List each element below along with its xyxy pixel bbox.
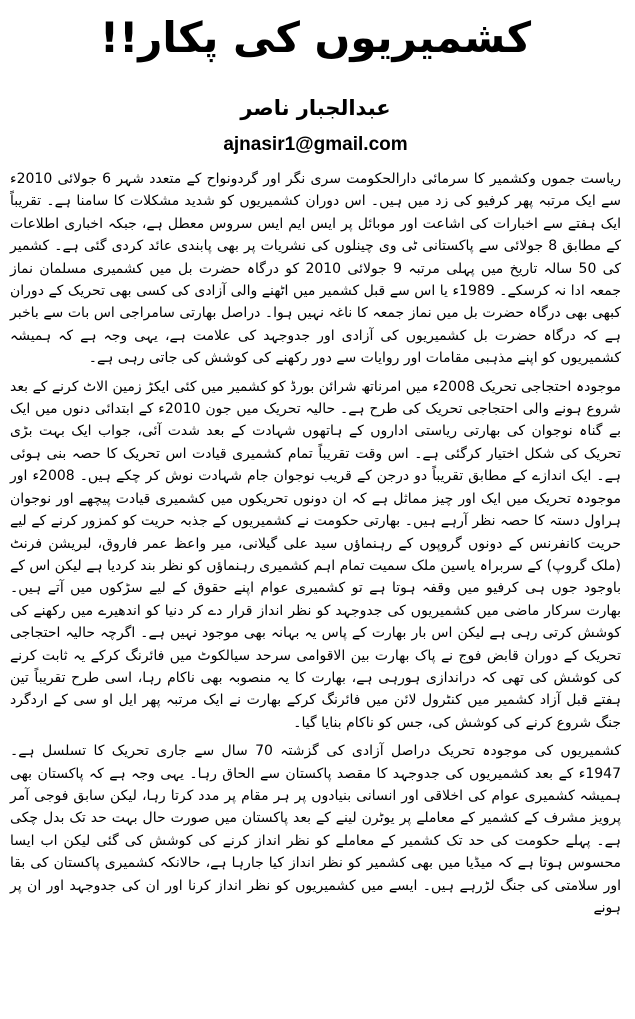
article-title: کشمیریوں کی پکار!!: [99, 13, 532, 62]
paragraph-2: موجودہ احتجاجی تحریک 2008ء میں امرناتھ شرائن بورڈ کو کشمیر میں کئی ایکڑ زمین الاٹ کرنے کے بعد شروع ہونے والی احتجاجی تحریک کی طرح ہے۔ حالیہ تحریک میں جون 2010ء کے ابتدائی دنوں میں ایک بے گناہ نوجوان کی بھارتی ریاستی اداروں کے ہاتھوں شہادت کے بعد شدت آئی، جواب ایک بہت بڑی تحریک کی شکل اختیار کرگئی ہے۔ اس وقت تقریباً تمام کشمیری قیادت اس تحریک کا حصہ بنی ہوئی ہے۔ ایک اندازے کے مطابق تقریباً دو درجن کے قریب نوجوان جام شہادت نوش کر چکے ہیں۔ 2008ء اور موجودہ تحریک میں ایک اور چیز مماثل ہے کہ ان دونوں تحریکوں میں کشمیری قیادت پیچھے اور نوجوان ہراول دستہ کا حصہ نظر آرہے ہیں۔ بھارتی حکومت نے کشمیریوں کے جذبہ حریت کو کمزور کرنے کے لیے حریت کانفرنس کے دونوں گروپوں کے رہنماؤں سید علی گیلانی، میر واعظ عمر فاروق، لبریشن فرنٹ (ملک گروپ) کے سربراہ یاسین ملک سمیت تمام اہم کشمیری رہنماؤں کو نظر بند کردیا ہے لیکن اس کے باوجود جوں ہی کرفیو میں وقفہ ہوتا ہے تو کشمیری عوام اپنے حقوق کے لیے سڑکوں میں آتے ہیں۔ بھارت سرکار ماضی میں کشمیریوں کی جدوجہد کو نظر انداز قرار دے کر دنیا کو اندھیرے میں رکھنے کی کوشش کرتی رہی ہے لیکن اس بار بھارت کے پاس یہ بہانہ بھی موجود نہیں ہے۔ اگرچہ حالیہ احتجاجی تحریک کے دوران قابض فوج نے پاک بھارت بین الاقوامی سرحد سیالکوٹ میں فائرنگ کرکے یہ ثابت کرنے کی کوشش کی تھی کہ دراندازی ہورہی ہے، بھارت کا یہ منصوبہ بھی ناکام رہا، اسی طرح تقریباً تین ہفتے قبل آزاد کشمیر میں کنٹرول لائن میں فائرنگ کرکے بھارت نے ایک مرتبہ پھر ایل او سی کے اردگرد جنگ شروع کرنے کی کوشش کی، جس کو ناکام بنایا گیا۔: [10, 378, 622, 731]
article-body: [10, 168, 621, 919]
author-name: عبدالجبار ناصر: [240, 96, 391, 120]
author-email: ajnasir1@gmail.com: [223, 134, 408, 155]
paragraph-3: کشمیریوں کی موجودہ تحریک دراصل آزادی کی گزشتہ 70 سال سے جاری تحریک کا تسلسل ہے۔ 1947ء کے بعد کشمیریوں کی جدوجہد کا مقصد پاکستان سے الحاق رہا۔ یہی وجہ ہے کہ پاکستان بھی ہمیشہ کشمیری عوام کی اخلاقی اور انسانی بنیادوں پر ہر مقام پر مدد کرتا رہا، لیکن سابق فوجی آمر پرویز مشرف کے کشمیر کے معاملے پر یوٹرن لینے کے بعد پاکستان میں صورت حال بہت حد تک بدل چکی ہے۔ پہلے حکومت کی حد تک کشمیر کے معاملے کو نظر انداز کرنے کی کوشش کی گئی لیکن اب ایسا محسوس ہوتا ہے کہ میڈیا میں بھی کشمیر کو نظر انداز کیا جارہا ہے، حالانکہ کشمیری پاکستان کی بقا اور سلامتی کی جنگ لڑرہے ہیں۔ ایسے میں کشمیریوں کو نظر انداز کرنا اور ان کی جدوجہد اور ان پر ہونے: [10, 743, 621, 916]
paragraph-1: ریاست جموں وکشمیر کا سرمائی دارالحکومت سری نگر اور گردونواح کے متعدد شہر 6 جولائی 2010ء سے ایک مرتبہ پھر کرفیو کی زد میں ہیں۔ اس دوران کشمیریوں کو شدید مشکلات کا سامنا ہے۔ تقریباً ایک ہفتے سے اخبارات کی اشاعت اور موبائل پر ایس ایم ایس سروس معطل ہے، جبکہ اخباری اطلاعات کے مطابق 8 جولائی سے پاکستانی ٹی وی چینلوں کی نشریات پر بھی پابندی عائد کردی گئی ہے۔ کشمیر کی 50 سالہ تاریخ میں پہلی مرتبہ 9 جولائی 2010 کو درگاہ حضرت بل میں کشمیری مسلمان نماز جمعہ ادا نہ کرسکے۔ 1989ء یا اس سے قبل کشمیر میں اٹھنے والی آزادی کی کسی بھی تحریک کے دوران کبھی بھی درگاہ حضرت بل میں نماز جمعہ کا ناغہ نہیں ہوا۔ دراصل بھارتی سامراجی اس بات سے باخبر ہے کہ درگاہ حضرت بل کشمیریوں کی آزادی اور جدوجہد کی علامت ہے، یہی وجہ ہے کہ ہمیشہ کشمیریوں کو اپنے مذہبی مقامات اور روایات سے دور رکھنے کی کوشش کی جاتی رہی ہے۔: [10, 171, 622, 367]
